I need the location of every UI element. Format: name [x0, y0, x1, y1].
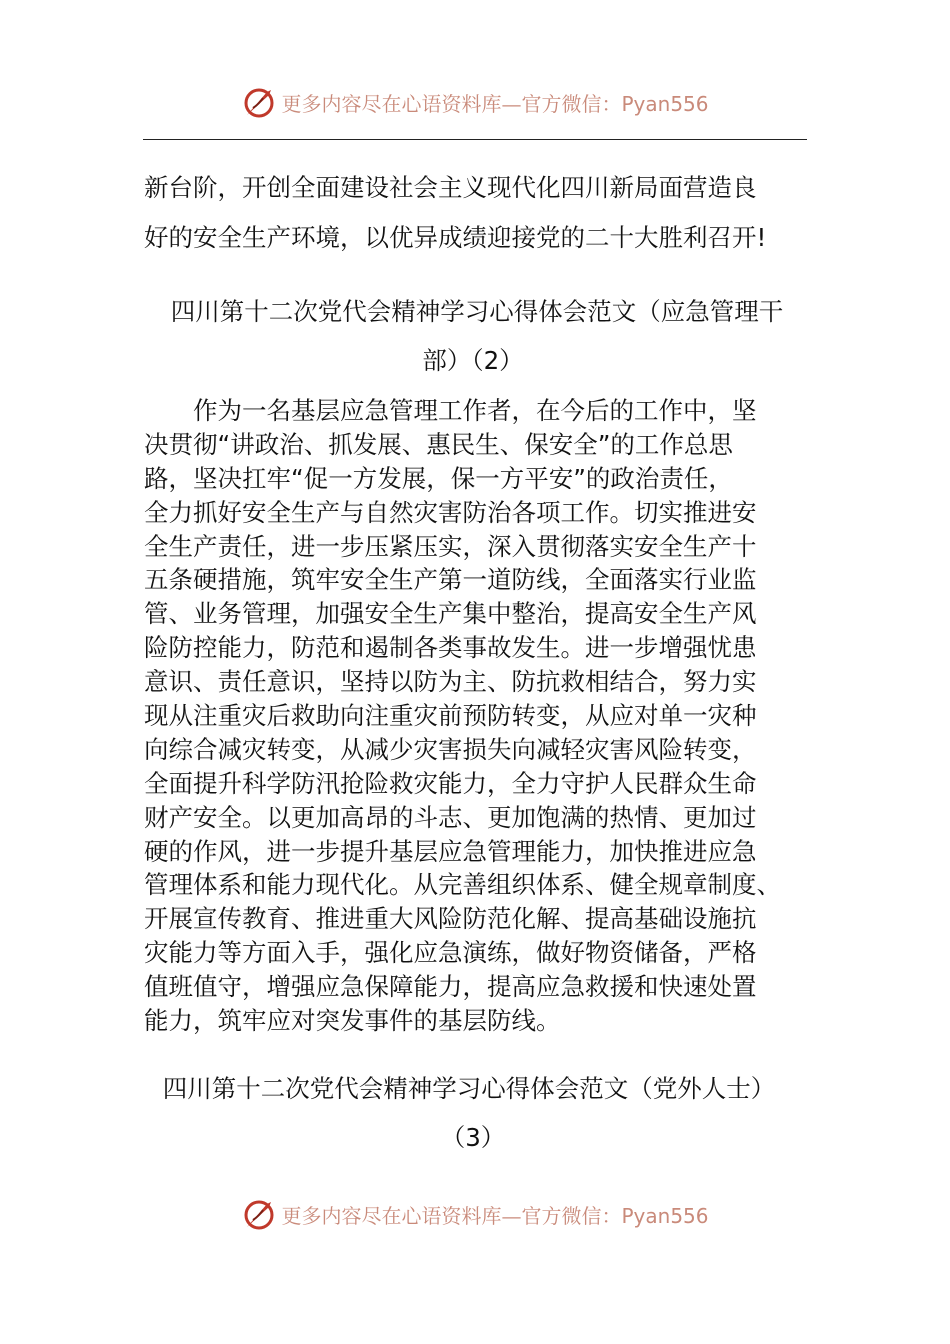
body-line: 作为一名基层应急管理工作者，在今后的工作中，坚 [144, 396, 757, 425]
body-line: 决贯彻“讲政治、抓发展、惠民生、保安全”的工作总思 [144, 429, 733, 459]
intro-line-1: 新台阶，开创全面建设社会主义现代化四川新局面营造良 [144, 173, 757, 202]
body-line: 险防控能力，防范和遏制各类事故发生。进一步增强忧患 [144, 633, 757, 663]
body-line: 路，坚决扛牢“促一方发展，保一方平安”的政治责任， [144, 463, 733, 493]
body-line: 管、业务管理，加强安全生产集中整治，提高安全生产风 [144, 599, 757, 629]
body-line: 值班值守，增强应急保障能力，提高应急救援和快速处置 [144, 972, 757, 1002]
body-line: 能力，筑牢应对突发事件的基层防线。 [144, 1006, 561, 1036]
body-line: 硬的作风，进一步提升基层应急管理能力，加快推进应急 [144, 836, 757, 866]
body-line: 管理体系和能力现代化。从完善组织体系、健全规章制度、 [144, 870, 781, 900]
body-line: 现从注重灾后救助向注重灾前预防转变，从应对单一灾种 [144, 701, 757, 731]
body-line: 全面提升科学防汛抢险救灾能力，全力守护人民群众生命 [144, 768, 757, 798]
body-line: 财产安全。以更加高昂的斗志、更加饱满的热情、更加过 [144, 802, 757, 832]
section-3-title-line-2: （3） [440, 1123, 506, 1152]
footer-banner [0, 1194, 950, 1234]
body-line: 灾能力等方面入手，强化应急演练，做好物资储备，严格 [144, 938, 757, 968]
body-line: 全生产责任，进一步压紧压实，深入贯彻落实安全生产十 [144, 531, 757, 561]
section-3-title-line-1: 四川第十二次党代会精神学习心得体会范文（党外人士） [162, 1074, 776, 1103]
header-rule [143, 139, 807, 140]
banner-wechat-id: Pyan556 [621, 1203, 709, 1228]
body-line: 全力抓好安全生产与自然灾害防治各项工作。切实推进安 [144, 497, 757, 527]
intro-line-2: 好的安全生产环境，以优异成绩迎接党的二十大胜利召开! [144, 223, 767, 252]
banner-text: 更多内容尽在心语资料库—官方微信：Pyan556 [281, 91, 709, 116]
brush-logo-icon [241, 84, 277, 120]
section-2-body-paragraph [144, 394, 804, 1038]
header-banner [0, 82, 950, 122]
section-2-title-line-1: 四川第十二次党代会精神学习心得体会范文（应急管理干 [170, 297, 784, 326]
body-line: 意识、责任意识，坚持以防为主、防抗救相结合，努力实 [144, 667, 757, 697]
body-line: 五条硬措施，筑牢安全生产第一道防线，全面落实行业监 [144, 565, 757, 595]
brush-logo-icon [241, 1196, 277, 1232]
banner-wechat-id: Pyan556 [621, 91, 709, 116]
body-line: 开展宣传教育、推进重大风险防范化解、提高基础设施抗 [144, 904, 757, 934]
section-2-title-line-2: 部）（2） [422, 346, 524, 375]
banner-text: 更多内容尽在心语资料库—官方微信：Pyan556 [281, 1203, 709, 1228]
body-line: 向综合减灾转变，从减少灾害损失向减轻灾害风险转变， [144, 734, 757, 764]
